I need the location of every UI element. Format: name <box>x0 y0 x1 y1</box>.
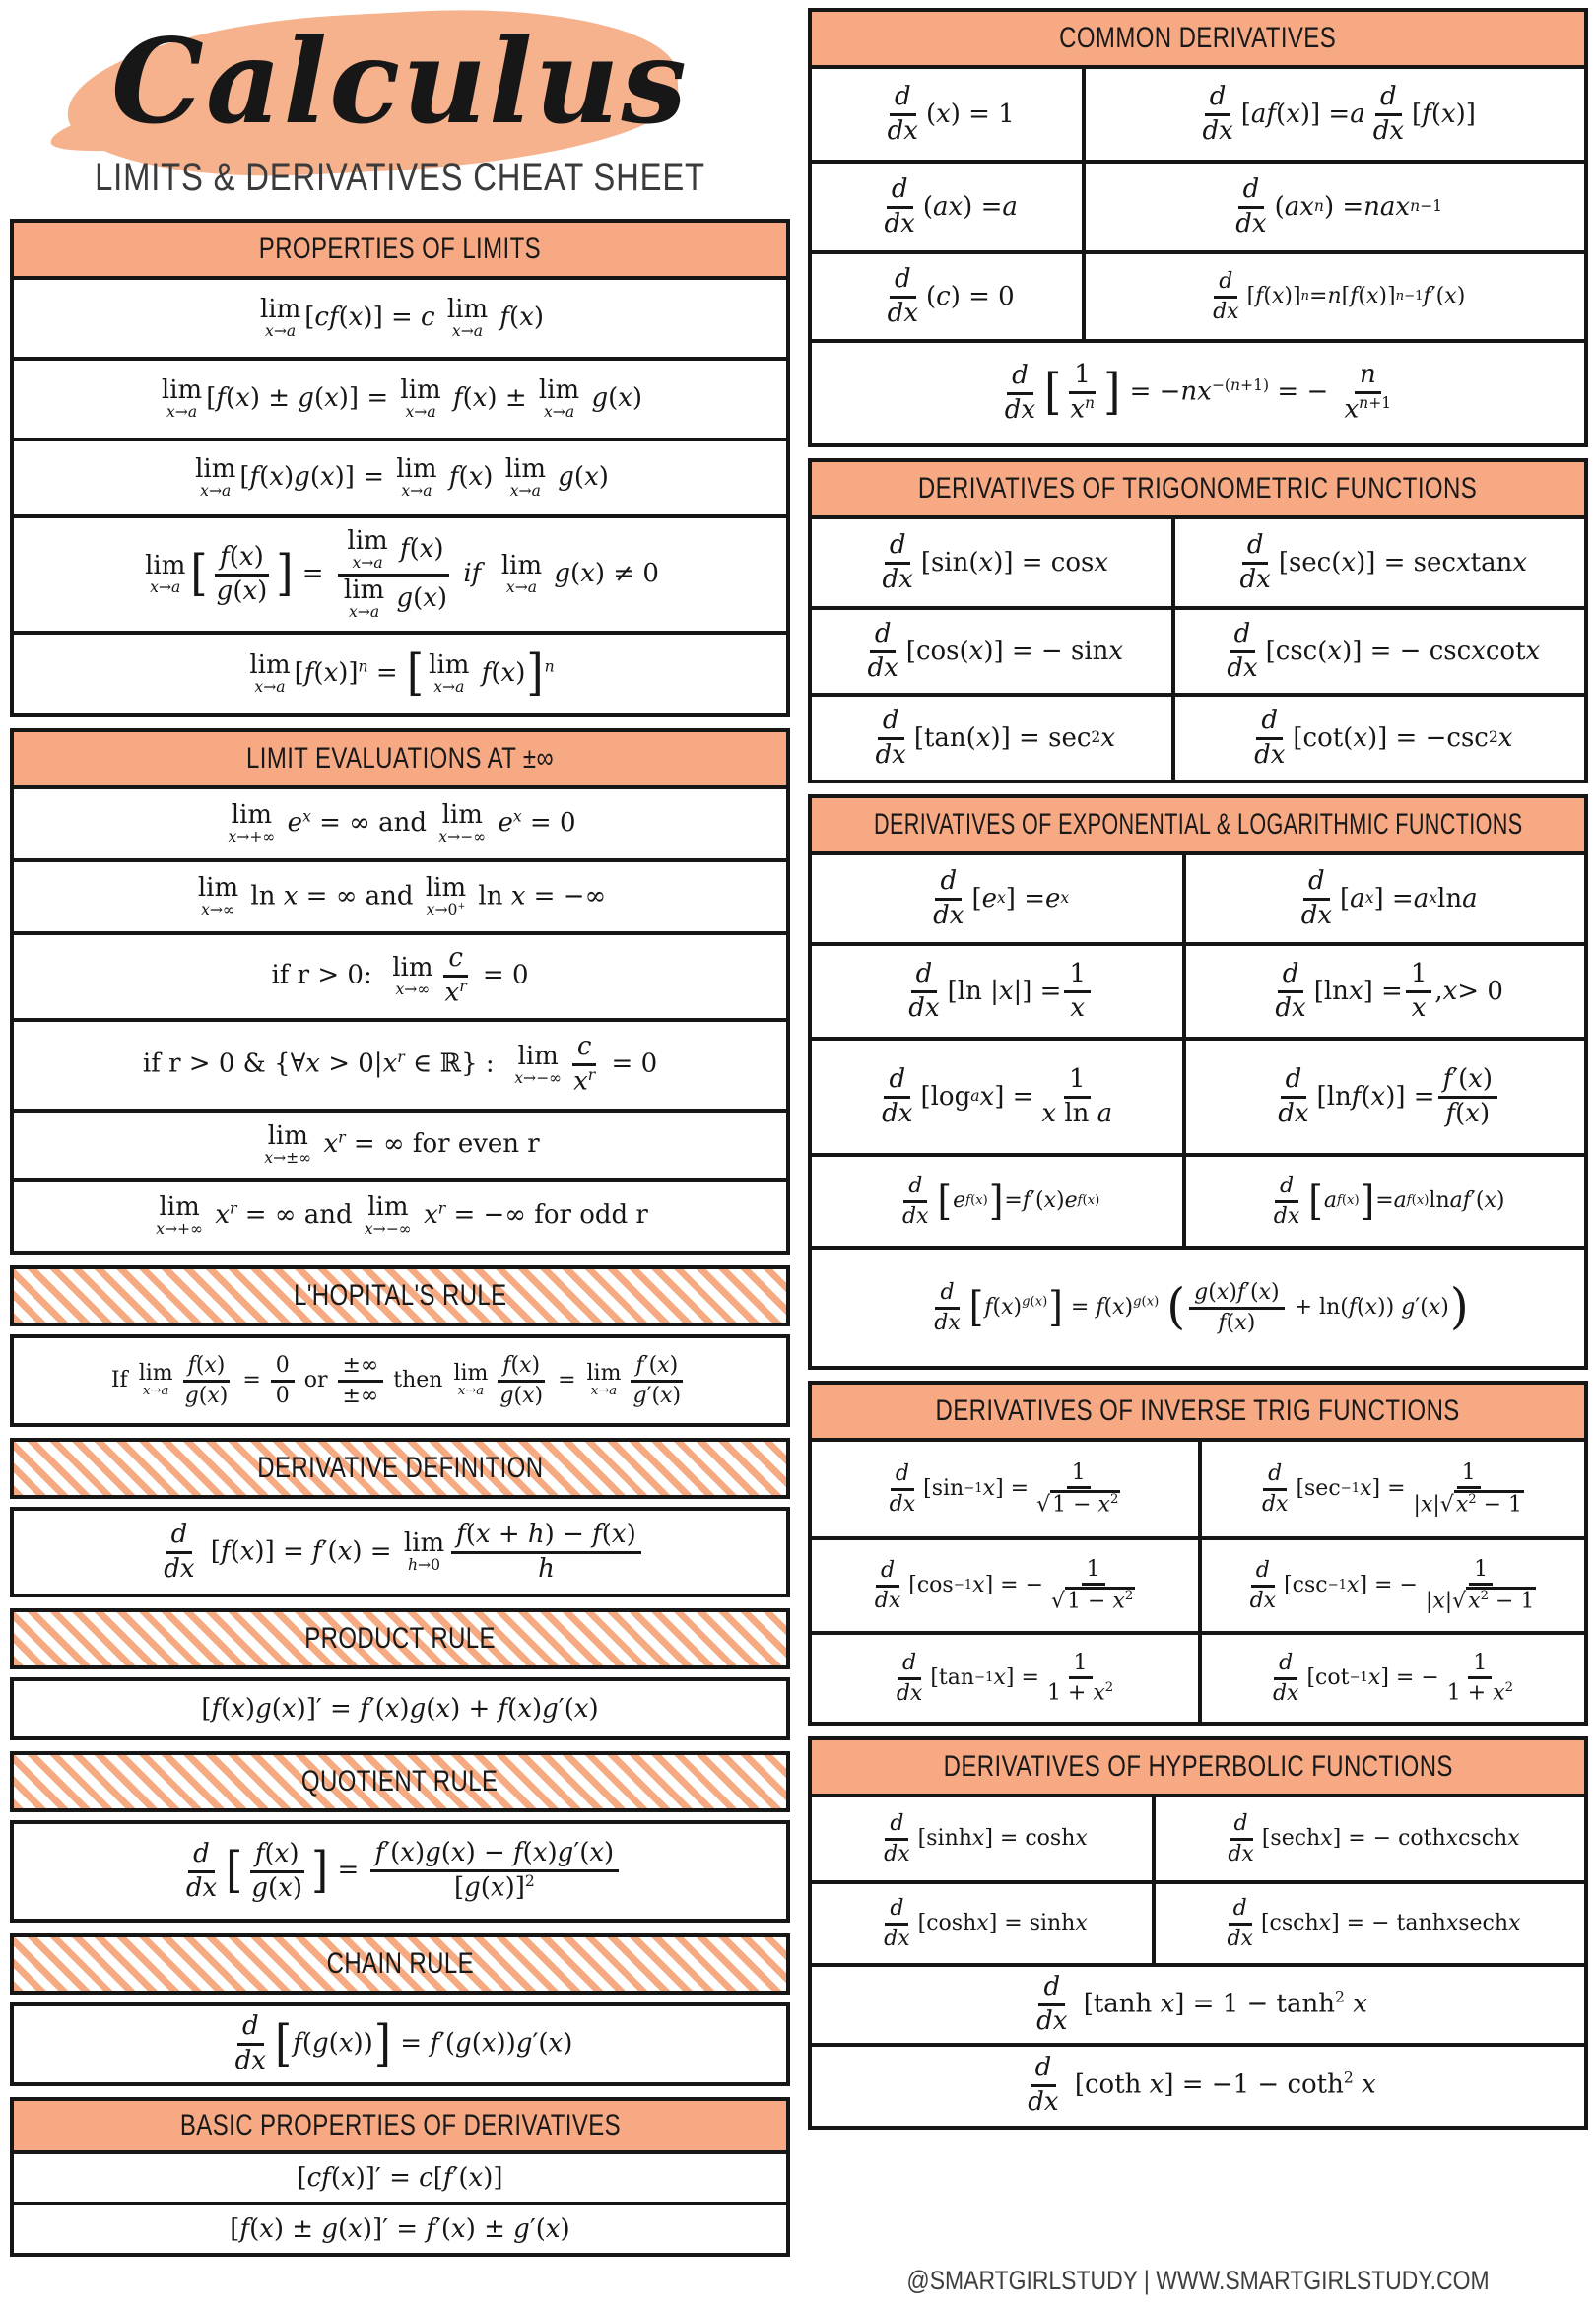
formula-cell: d dx [ e f(x) ] = f ′( x ) e f(x) <box>902 1174 1100 1229</box>
formula-row <box>812 1037 1584 1153</box>
formula-cell: d dx [cot −1 x ] = − 1 $1 + x^2$ <box>1198 1635 1584 1722</box>
section-limit-evaluations <box>10 728 790 1255</box>
formula-row <box>14 1681 786 1736</box>
formula-row <box>14 1511 786 1594</box>
formula-row <box>14 1824 786 1919</box>
formula-row <box>14 1178 786 1251</box>
header-explog-derivatives <box>812 798 1584 855</box>
formula-cell: d dx [sinh x ] = cosh x <box>884 1811 1088 1866</box>
section-basic-properties <box>10 2097 790 2257</box>
formula: [f(x)g(x)]′ = f′(x)g(x) + f(x)g′(x) <box>201 1693 599 1724</box>
formula-row <box>812 1797 1584 1880</box>
header-chain-rule <box>10 1933 790 1995</box>
formula: $\frac{d}{dx}$ [tanh $x] = 1 - \tanh^2 x$ <box>1036 1972 1367 2036</box>
formula-row <box>14 1338 786 1423</box>
formula-cell: d dx [sin −1 x ] = 1 $√1 - x^2$ <box>889 1460 1119 1518</box>
header-basic-properties <box>14 2101 786 2154</box>
formula: lim x→∞ ln x = ∞ and lim x→0+ ln x = −∞ <box>197 872 607 919</box>
section-product-rule <box>10 1677 790 1740</box>
header-limit-evaluations <box>14 732 786 789</box>
formula-cell: d dx ( c ) = 0 <box>887 263 1015 328</box>
formula-row <box>812 942 1584 1037</box>
formula-cell: d dx [cosh x ] = sinh x <box>884 1896 1088 1951</box>
section-explog-derivatives <box>808 794 1588 1370</box>
header-quotient-rule <box>10 1751 790 1812</box>
formula: $\frac{d}{dx}$ [f(g(x))] = f′(g(x))g′(x) <box>234 2011 573 2075</box>
formula-row <box>812 1880 1584 1963</box>
formula: $\frac{d}{dx}$ [ $\frac{1}{x^n}$ ] = $-nx^{-(n+1)}$ = − $\frac{n}{x^{n+1}}$ <box>1004 360 1392 425</box>
section-quotient-rule <box>10 1820 790 1923</box>
formula-cell: d dx [csc −1 x ] = − 1 $|x|√x^2 - 1$ <box>1198 1540 1584 1631</box>
formula: lim x→a [ $\frac{f(x)}{g(x)}$ ] = lim x→a f(x) lim x→a g(x) if lim x→a g(x) ≠ 0 <box>145 526 659 621</box>
formula: [f(x) ± g(x)]′ = f′(x) ± g′(x) <box>230 2213 570 2244</box>
formula-cell: d dx [ a f(x) ] = a f(x) ln a f ′( x ) <box>1182 1157 1584 1246</box>
formula-row <box>14 789 786 858</box>
formula-cell: d dx [csch x ] = − tanh x sech x <box>1152 1884 1584 1963</box>
formula: If lim x→a $\frac{f(x)}{g(x)}$ = $\frac{0}{0}$ or ±∞ ±∞ then lim x→a $\frac{f(x)}{g(x)}$ = lim x→a $\frac{f'(x)}{g'(x)}$ <box>111 1353 689 1408</box>
formula: lim x→a [cf(x)] = c lim x→a f(x) <box>259 294 545 341</box>
formula: lim x→a [f(x)g(x)] = lim x→a f(x) lim x→a g(x) <box>195 453 609 501</box>
formula-cell: d dx [tan( x )] = sec 2 x <box>875 705 1115 770</box>
formula-row <box>812 1631 1584 1722</box>
formula: lim x→a [f(x) ± g(x)] = lim x→a f(x) ± lim x→a g(x) <box>161 374 643 422</box>
header-trig-derivatives <box>812 462 1584 519</box>
section-common-derivatives <box>808 8 1588 447</box>
section-title: DERIVATIVES OF HYPERBOLIC FUNCTIONS <box>943 1750 1453 1783</box>
header-lhopitals-rule <box>10 1265 790 1326</box>
section-title: DERIVATIVES OF INVERSE TRIG FUNCTIONS <box>935 1394 1461 1427</box>
header-derivative-definition <box>10 1438 790 1499</box>
formula-cell: d dx [ f ( x )] n = n [ f ( x )] n−1 f ′( x ) <box>1082 254 1584 339</box>
formula: $\frac{d}{dx}$ $[f(x)^{g(x)}] = f(x)^{g(x)}$ ( $\frac{g(x)f'(x)}{f(x)}$ + ln(f(x)) g′(x)) <box>934 1278 1469 1335</box>
header-properties-of-limits <box>14 223 786 280</box>
formula-cell: d dx [log a x ] = 1 x ln a <box>882 1063 1113 1128</box>
formula-cell: d dx ( ax n ) = nax n−1 <box>1082 164 1584 250</box>
formula-cell: d dx [tan −1 x ] = 1 $1 + x^2$ <box>896 1651 1114 1706</box>
section-inverse-trig-derivatives <box>808 1381 1588 1726</box>
formula-cell: d dx ( ax ) = a <box>884 173 1018 238</box>
formula-row <box>14 1109 786 1178</box>
section-title: CHAIN RULE <box>326 1947 474 1980</box>
section-derivative-definition <box>10 1507 790 1597</box>
formula-cell: d dx [ e x ] = e x <box>933 865 1070 930</box>
formula-row <box>14 1018 786 1109</box>
formula: lim x→+∞ $e^x$ = ∞ and lim x→−∞ $e^x = 0$ <box>228 799 576 847</box>
formula: lim x→a $[f(x)]^n$ = [ lim x→a f(x)]$^n$ <box>249 645 555 703</box>
formula-row <box>812 1246 1584 1366</box>
formula-row <box>812 1963 1584 2043</box>
section-properties-of-limits <box>10 219 790 717</box>
section-title: PRODUCT RULE <box>304 1622 496 1655</box>
formula-row <box>812 69 1584 160</box>
formula-row <box>14 357 786 438</box>
formula-cell: d dx [csc( x )] = − csc x cot x <box>1171 610 1584 693</box>
formula-cell: d dx [cos( x )] = − sin x <box>867 618 1124 683</box>
section-title: BASIC PROPERTIES OF DERIVATIVES <box>179 2108 621 2141</box>
section-title: LIMIT EVALUATIONS AT ±∞ <box>245 742 554 775</box>
header-hyperbolic-derivatives <box>812 1740 1584 1797</box>
formula-cell: d dx ( x ) = 1 <box>887 81 1015 146</box>
formula-row <box>812 2043 1584 2126</box>
formula-row <box>812 519 1584 606</box>
section-trig-derivatives <box>808 458 1588 783</box>
formula-row <box>812 1153 1584 1246</box>
formula-cell: d dx [cos −1 x ] = − 1 $√1 - x^2$ <box>874 1557 1134 1614</box>
formula-row <box>812 1442 1584 1536</box>
formula: $\frac{d}{dx}$ [f(x)] = f′(x) = lim h→0 $\frac{f(x + h) - f(x)}{h}$ <box>156 1521 644 1585</box>
left-column <box>10 8 790 2298</box>
formula-row <box>14 2154 786 2202</box>
formula-cell: d dx [cot( x )] = −csc 2 x <box>1171 697 1584 780</box>
formula-cell: d dx [sec( x )] = sec x tan x <box>1171 519 1584 606</box>
section-title: COMMON DERIVATIVES <box>1059 22 1337 54</box>
formula-row <box>812 339 1584 443</box>
section-lhopitals-rule <box>10 1334 790 1427</box>
title-block <box>10 8 790 211</box>
formula-cell: d dx [ a x ] = a x ln a <box>1182 855 1584 942</box>
formula: if r > 0 & {∀x > $0|x^r$ ∈ ℝ} : lim x→−∞ $\frac{c}{x^r}$ = 0 <box>142 1032 658 1097</box>
formula: [cf(x)]′ = c[f′(x)] <box>297 2162 503 2193</box>
formula-cell: d dx [ af ( x )] = a d dx [ f ( x )] <box>1082 69 1584 160</box>
header-product-rule <box>10 1608 790 1669</box>
formula-cell: d dx [ln | x |] = 1 x <box>812 946 1182 1037</box>
page-title: Calculus <box>111 13 689 150</box>
section-title: DERIVATIVES OF EXPONENTIAL & LOGARITHMIC FUNCTIONS <box>873 808 1523 841</box>
formula: $\frac{d}{dx}$ [coth x] = −1 − coth$^2$ x <box>1028 2053 1376 2118</box>
section-chain-rule <box>10 2002 790 2086</box>
section-hyperbolic-derivatives <box>808 1736 1588 2130</box>
formula-row <box>812 693 1584 780</box>
formula-row <box>14 2202 786 2253</box>
formula-row <box>14 438 786 514</box>
section-title: DERIVATIVES OF TRIGONOMETRIC FUNCTIONS <box>918 472 1478 505</box>
header-common-derivatives <box>812 12 1584 69</box>
formula-cell: d dx [ln x ] = 1 x , x > 0 <box>1182 946 1584 1037</box>
formula-row <box>812 855 1584 942</box>
section-title: PROPERTIES OF LIMITS <box>258 233 542 265</box>
section-title: DERIVATIVE DEFINITION <box>256 1452 544 1484</box>
formula: if r > 0: lim x→∞ $\frac{c}{x^r}$ = 0 <box>271 943 529 1008</box>
formula-row <box>14 931 786 1018</box>
formula-cell: d dx [sin( x )] = cos x <box>882 529 1109 594</box>
formula-row <box>14 858 786 931</box>
page-subtitle: LIMITS & DERIVATIVES CHEAT SHEET <box>95 156 705 199</box>
formula-row <box>812 1536 1584 1631</box>
section-title: L'HOPITAL'S RULE <box>293 1279 507 1312</box>
formula-row <box>14 631 786 713</box>
formula-row <box>14 280 786 357</box>
formula-row <box>14 514 786 631</box>
header-inverse-trig-derivatives <box>812 1385 1584 1442</box>
formula: lim x→±∞ $x^r$ = ∞ for even r <box>264 1120 540 1168</box>
formula-cell: d dx [sech x ] = − coth x csch x <box>1152 1797 1584 1880</box>
formula-row <box>812 606 1584 693</box>
section-title: QUOTIENT RULE <box>301 1765 499 1797</box>
footer-credit: @SMARTGIRLSTUDY | WWW.SMARTGIRLSTUDY.COM <box>906 2266 1490 2295</box>
formula: lim x→+∞ $x^r$ = ∞ and lim x→−∞ $x^r$ = −∞ for odd r <box>156 1191 648 1239</box>
formula-row <box>812 160 1584 250</box>
formula-row <box>812 250 1584 339</box>
formula: $\frac{d}{dx}$ [ $\frac{f(x)}{g(x)}$ ] = $\frac{f'(x)g(x) - f(x)g'(x)}{[g(x)]^2}$ <box>178 1839 622 1903</box>
right-column <box>808 8 1588 2298</box>
formula-cell: d dx [ln f ( x )] = f′(x) f(x) <box>1182 1041 1584 1153</box>
formula-row <box>14 2006 786 2082</box>
formula-cell: d dx [sec −1 x ] = 1 $|x|√x^2 - 1$ <box>1198 1442 1584 1536</box>
